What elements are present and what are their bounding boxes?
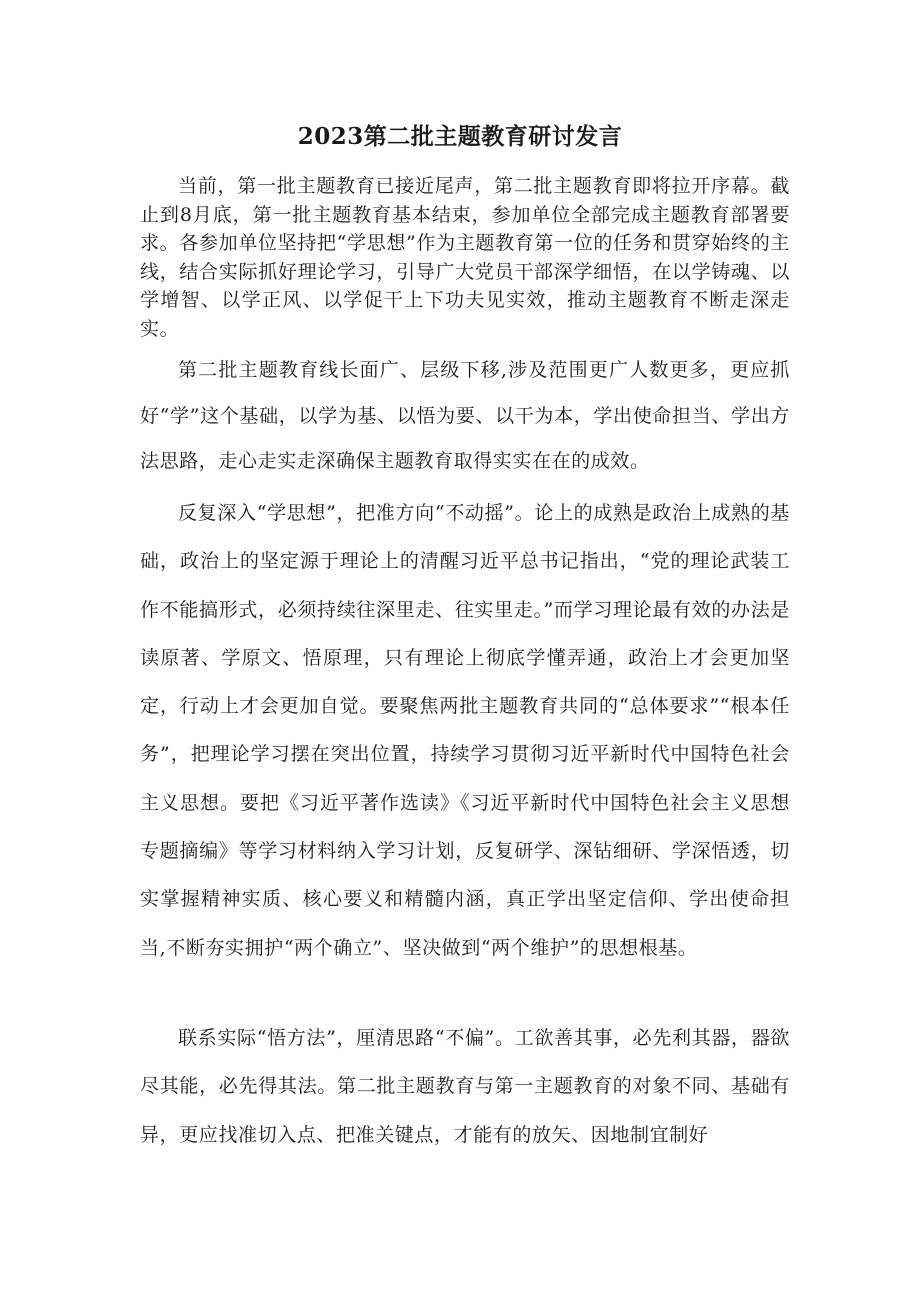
- paragraph-3: 反复深入“学思想”，把准方向“不动摇”。论上的成熟是政治上成熟的基础，政治上的坚定源于理论上的清醒习近平总书记指出，“党的理论武装工作不能搞形式，必须持续往深里走、往实里走。”而学习理论最有效的办法是读原著、学原文、悟原理，只有理论上彻底学懂弄通，政治上才会更加坚定，行动上才会更加自觉。要聚焦两批主题教育共同的“总体要求”“根本任务”，把理论学习摆在突出位置，持续学习贯彻习近平新时代中国特色社会主义思想。要把《习近平著作选读》《习近平新时代中国特色社会主义思想专题摘编》等学习材料纳入学习计划，反复研学、深钻细研、学深悟透，切实掌握精神实质、核心要义和精髓内涵，真正学出坚定信仰、学出使命担当,不断夯实拥护“两个确立”、坚决做到“两个维护”的思想根基。: [140, 502, 790, 959]
- paragraph-4: 联系实际“悟方法”，厘清思路“不偏”。工欲善其事，必先利其器，器欲尽其能，必先得其法。第二批主题教育与第一主题教育的对象不同、基础有异，更应找准切入点、把准关键点，才能有的放矢、因地制宜制好: [140, 1027, 790, 1146]
- paragraph-2: 第二批主题教育线长面广、层级下移,涉及范围更广人数更多，更应抓好“学”这个基础，以学为基、以悟为要、以干为本，学出使命担当、学出方法思路，走心走实走深确保主题教育取得实实在在的成效。: [140, 359, 790, 472]
- document-title: 2023第二批主题教育研讨发言: [297, 123, 623, 150]
- paragraph-1: 当前，第一批主题教育已接近尾声，第二批主题教育即将拉开序幕。截止到8月底，第一批主题教育基本结束，参加单位全部完成主题教育部署要求。各参加单位坚持把“学思想”作为主题教育第一位的任务和贯穿始终的主线，结合实际抓好理论学习，引导广大党员干部深学细悟，在以学铸魂、以学增智、以学正风、以学促干上下功夫见实效，推动主题教育不断走深走实。: [140, 175, 790, 340]
